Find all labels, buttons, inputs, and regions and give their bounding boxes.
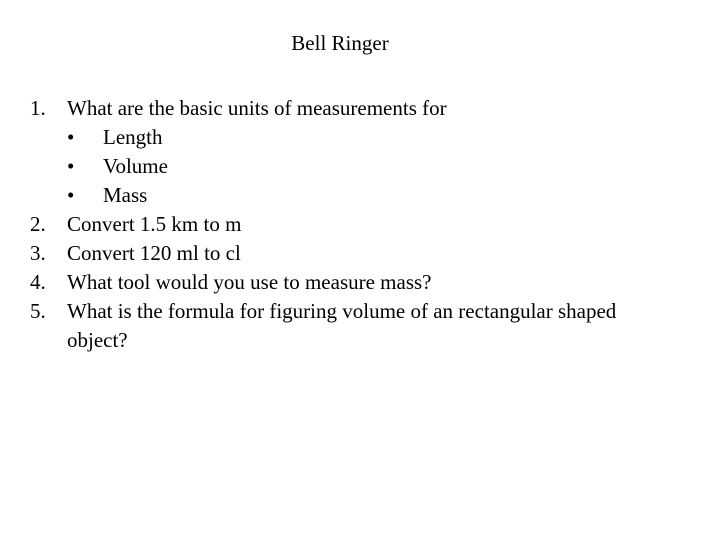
question-text: Convert 120 ml to cl xyxy=(67,241,241,265)
question-item-4 xyxy=(0,268,700,297)
sublist-item-label: Volume xyxy=(103,154,168,178)
sublist-item-mass xyxy=(0,181,700,210)
question-text: What tool would you use to measure mass? xyxy=(67,270,432,294)
bullet-icon: • xyxy=(67,154,75,178)
question-list xyxy=(0,94,700,355)
question-number: 4. xyxy=(30,270,46,294)
question-text: Convert 1.5 km to m xyxy=(67,212,242,236)
question-item-1 xyxy=(0,94,700,210)
question-item-5 xyxy=(0,297,700,355)
bullet-icon: • xyxy=(67,125,75,149)
sublist-item-volume xyxy=(0,152,700,181)
sublist-item-length xyxy=(0,123,700,152)
unit-sublist xyxy=(0,123,700,210)
question-number: 3. xyxy=(30,241,46,265)
slide-title-text: Bell Ringer xyxy=(291,31,389,55)
sublist-item-label: Length xyxy=(103,125,163,149)
question-item-2 xyxy=(0,210,700,239)
question-number: 2. xyxy=(30,212,46,236)
question-text: What are the basic units of measurements for xyxy=(67,96,447,120)
slide-title xyxy=(0,30,680,57)
bullet-icon: • xyxy=(67,183,75,207)
question-text: What is the formula for figuring volume of an rectangular shaped object? xyxy=(67,299,617,352)
sublist-item-label: Mass xyxy=(103,183,148,207)
question-number: 5. xyxy=(30,299,46,323)
question-number: 1. xyxy=(30,96,46,120)
question-item-3 xyxy=(0,239,700,268)
